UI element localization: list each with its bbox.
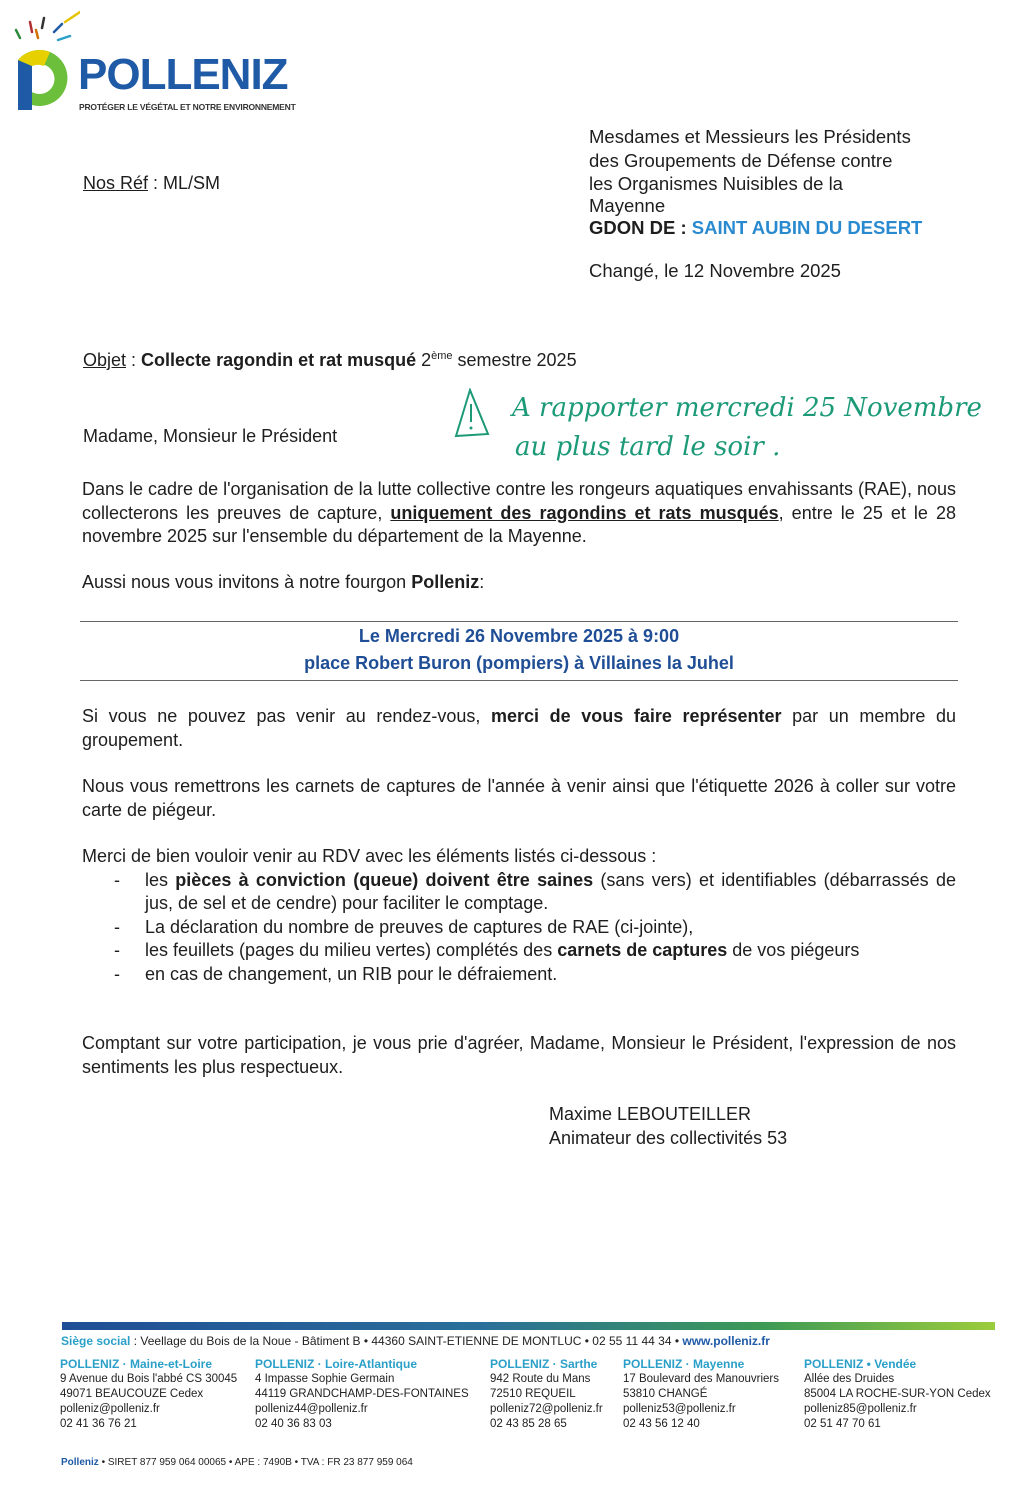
text: , entre le 25 et le 28 novembre 2025 sur l'ensemble du département de la Mayenne. xyxy=(82,502,956,546)
office-line: 53810 CHANGÉ xyxy=(623,1388,708,1400)
reference xyxy=(83,172,220,196)
subject-title: Collecte ragondin et rat musqué xyxy=(141,350,417,370)
salutation: Madame, Monsieur le Président xyxy=(83,426,338,446)
recipient-block xyxy=(589,125,922,239)
recipient-line: Mayenne xyxy=(589,194,666,216)
subject-label: Objet xyxy=(83,350,127,370)
logo-wordmark: POLLENIZ xyxy=(78,50,288,99)
reference-value: : ML/SM xyxy=(153,173,221,193)
emphasis: carnets de captures xyxy=(557,940,728,960)
office-line: 9 Avenue du Bois l'abbé CS 30045 xyxy=(60,1373,238,1385)
text: Dans le cadre de l'organisation de la lutte collective contre les rongeurs aquatiques envahissants (RAE), nous collecterons les preuves de capture, xyxy=(82,479,956,523)
office-email: polleniz@polleniz.fr xyxy=(60,1403,160,1415)
subject-ordinal: 2 xyxy=(416,350,432,370)
office-title: POLLENIZ • Vendée xyxy=(804,1357,917,1371)
paragraph-carnets: Nous vous remettrons les carnets de captures de l'année à venir ainsi que l'étiquette 2026 à coller sur votre carte de piégeur. xyxy=(82,776,956,820)
office-line: 4 Impasse Sophie Germain xyxy=(255,1373,395,1385)
letter-date: Changé, le 12 Novembre 2025 xyxy=(589,260,841,281)
handwritten-note-line1: A rapporter mercredi 25 Novembre xyxy=(512,393,982,423)
office-title: POLLENIZ · Maine-et-Loire xyxy=(60,1357,213,1371)
office-phone: 02 43 85 28 65 xyxy=(490,1418,567,1430)
handwritten-note-line2: au plus tard le soir . xyxy=(515,432,781,462)
office-mayenne xyxy=(623,1357,779,1432)
office-phone: 02 40 36 83 03 xyxy=(255,1418,332,1430)
text: en cas de changement, un RIB pour le défraiement. xyxy=(145,963,558,984)
emphasis: merci de vous faire représenter xyxy=(491,706,782,726)
gdon-value: SAINT AUBIN DU DESERT xyxy=(691,216,923,238)
office-line: 44119 GRANDCHAMP-DES-FONTAINES xyxy=(255,1388,469,1400)
office-sarthe xyxy=(490,1357,603,1432)
subject-sup: ème xyxy=(431,350,453,362)
items-list xyxy=(82,869,956,987)
gdon-label: GDON DE : xyxy=(589,216,687,238)
office-email: polleniz53@polleniz.fr xyxy=(623,1403,736,1415)
office-line: 49071 BEAUCOUZE Cedex xyxy=(60,1388,204,1400)
emphasis: Polleniz xyxy=(411,572,480,592)
recipient-line: Mesdames et Messieurs les Présidents xyxy=(589,126,911,147)
list-item xyxy=(82,963,956,987)
text: La déclaration du nombre de preuves de captures de RAE (ci-jointe), xyxy=(145,916,694,937)
office-maine-et-loire xyxy=(60,1357,237,1432)
paragraph-closing: Comptant sur votre participation, je vous prie d'agréer, Madame, Monsieur le Président, l'expression de nos sentiments les plus respectueux. xyxy=(82,1033,956,1077)
office-line: 942 Route du Mans xyxy=(490,1373,591,1385)
logo-tagline: PROTÉGER LE VÉGÉTAL ET NOTRE ENVIRONNEMENT xyxy=(79,102,296,112)
text: : xyxy=(479,572,485,592)
text: par un membre du groupement. xyxy=(82,706,956,750)
subject-rest: semestre 2025 xyxy=(452,350,577,370)
gdon-line xyxy=(589,216,922,240)
recipient-line: des Groupements de Défense contre xyxy=(589,149,893,171)
meeting-date: Le Mercredi 26 Novembre 2025 à 9:00 xyxy=(358,626,680,646)
footer-gradient-bar xyxy=(62,1322,995,1330)
office-loire-atlantique xyxy=(255,1357,469,1432)
office-phone: 02 43 56 12 40 xyxy=(623,1418,700,1430)
office-email: polleniz72@polleniz.fr xyxy=(490,1403,603,1415)
logo-mark-icon xyxy=(10,10,80,115)
siege-label: Siège social xyxy=(61,1334,131,1348)
list-item xyxy=(82,869,956,916)
subject: Objet : Collecte ragondin et rat musqué 2ème semestre 2025 xyxy=(83,350,577,370)
office-vendee xyxy=(804,1357,991,1432)
text: Si vous ne pouvez pas venir au rendez-vous, xyxy=(82,706,491,726)
meeting-place: place Robert Buron (pompiers) à Villaines la Juhel xyxy=(304,653,734,673)
siege-text: : Veellage du Bois de la Noue - Bâtiment B • 44360 SAINT-ETIENNE DE MONTLUC • 02 55 11 44 34 • xyxy=(130,1334,683,1348)
office-phone: 02 41 36 76 21 xyxy=(60,1418,137,1430)
office-line: 85004 LA ROCHE-SUR-YON Cedex xyxy=(804,1388,991,1400)
office-email: polleniz85@polleniz.fr xyxy=(804,1403,917,1415)
legal-brand: Polleniz xyxy=(61,1457,99,1468)
website-link[interactable]: www.polleniz.fr xyxy=(682,1334,770,1348)
office-title: POLLENIZ · Sarthe xyxy=(490,1357,598,1371)
reference-label: Nos Réf xyxy=(83,173,149,193)
text: de vos piégeurs xyxy=(727,940,860,960)
emphasis: uniquement des ragondins et rats musqués xyxy=(390,502,779,523)
office-email: polleniz44@polleniz.fr xyxy=(255,1403,368,1415)
paragraph-intro xyxy=(82,478,956,549)
items-intro: Merci de bien vouloir venir au RDV avec les éléments listés ci-dessous : xyxy=(82,846,657,866)
list-item xyxy=(82,939,956,963)
office-title: POLLENIZ · Mayenne xyxy=(623,1357,745,1371)
text: les feuillets (pages du milieu vertes) complétés des xyxy=(145,940,558,960)
paragraph-representation xyxy=(82,705,956,752)
legal-text: • SIRET 877 959 064 00065 • APE : 7490B • TVA : FR 23 877 959 064 xyxy=(98,1457,413,1468)
footer-legal xyxy=(61,1455,413,1470)
text: les xyxy=(145,869,176,890)
paragraph-items xyxy=(82,845,956,986)
warning-triangle-icon xyxy=(452,388,492,440)
office-line: 17 Boulevard des Manouvriers xyxy=(623,1373,779,1385)
meeting-box xyxy=(80,621,958,681)
emphasis: pièces à conviction (queue) doivent être saines xyxy=(175,869,594,890)
office-line: Allée des Druides xyxy=(804,1373,895,1385)
office-title: POLLENIZ · Loire-Atlantique xyxy=(255,1357,417,1371)
signature xyxy=(549,1103,787,1150)
signature-title: Animateur des collectivités 53 xyxy=(549,1127,788,1148)
list-item xyxy=(82,916,956,940)
office-line: 72510 REQUEIL xyxy=(490,1388,576,1400)
text: Aussi nous vous invitons à notre fourgon xyxy=(82,572,412,592)
signature-name: Maxime LEBOUTEILLER xyxy=(549,1104,752,1124)
footer-headquarters xyxy=(61,1334,770,1349)
recipient-line: les Organismes Nuisibles de la xyxy=(589,173,843,194)
paragraph-invite xyxy=(82,571,956,595)
text: (sans vers) et identifiables (débarrassés de jus, de sel et de cendre) pour faciliter le comptage. xyxy=(145,869,956,913)
office-phone: 02 51 47 70 61 xyxy=(804,1418,881,1430)
